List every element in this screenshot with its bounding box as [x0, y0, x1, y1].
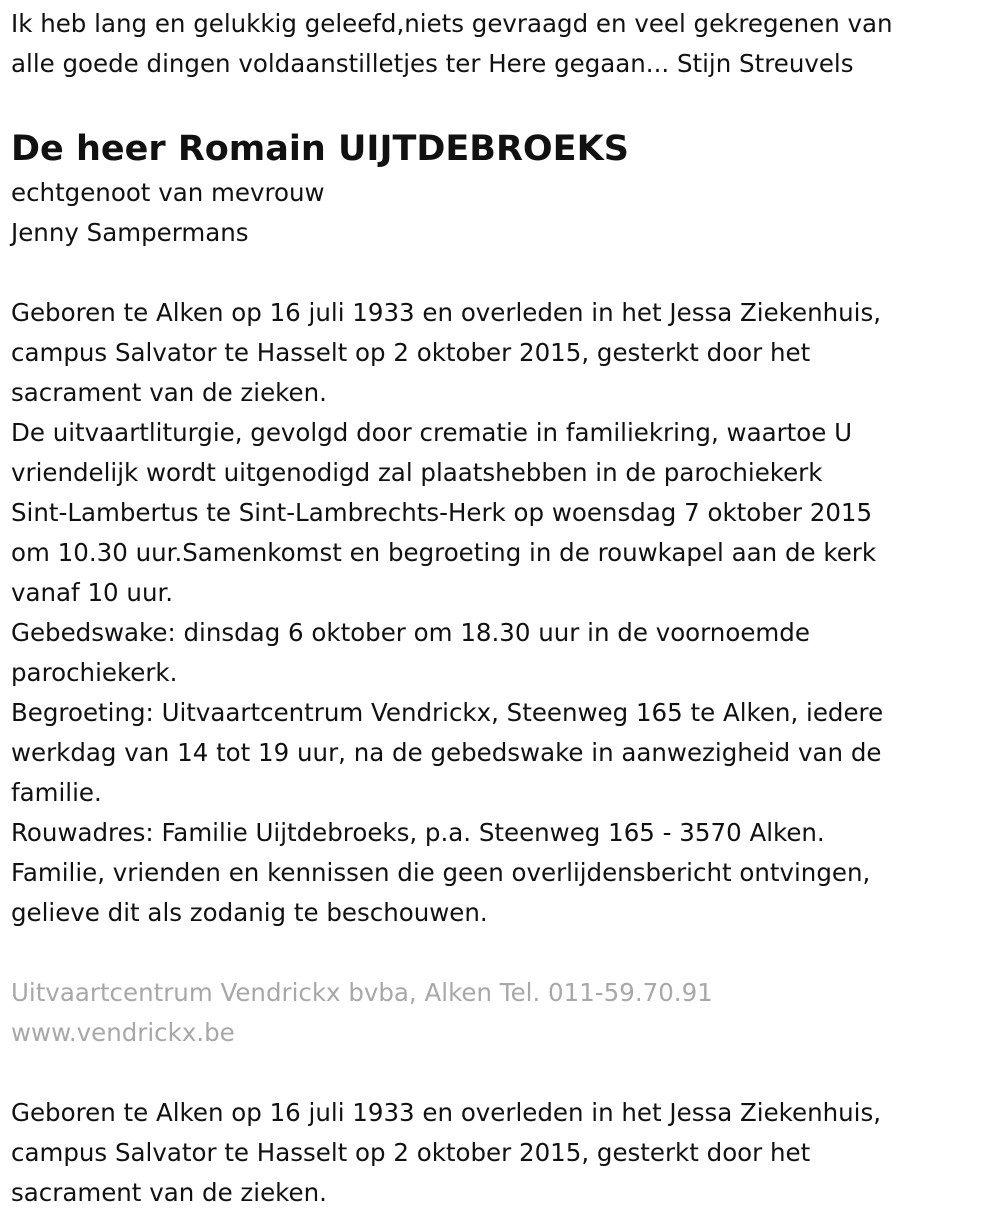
body-line: vriendelijk wordt uitgenodigd zal plaatshebben in de parochiekerk: [11, 458, 823, 487]
repeated-birth-death-block: [11, 1093, 991, 1213]
spouse-line: echtgenoot van mevrouw: [11, 178, 325, 207]
body-line: campus Salvator te Hasselt op 2 oktober 2015, gesterkt door het: [11, 338, 811, 367]
spacer: [11, 1053, 991, 1093]
body-line: gelieve dit als zodanig te beschouwen.: [11, 898, 488, 927]
funeral-home-footer: [11, 973, 991, 1053]
body-line: vanaf 10 uur.: [11, 578, 174, 607]
funeral-home-website: www.vendrickx.be: [11, 1018, 235, 1047]
spouse-line: Jenny Sampermans: [11, 218, 249, 247]
obituary-page: [11, 4, 991, 1213]
body-line: De uitvaartliturgie, gevolgd door crematie in familiekring, waartoe U: [11, 418, 853, 447]
repeat-line: Geboren te Alken op 16 juli 1933 en overleden in het Jessa Ziekenhuis,: [11, 1098, 882, 1127]
body-line: Sint-Lambertus te Sint-Lambrechts-Herk op woensdag 7 oktober 2015: [11, 498, 873, 527]
body-line: Begroeting: Uitvaartcentrum Vendrickx, Steenweg 165 te Alken, iedere: [11, 698, 884, 727]
body-line: werkdag van 14 tot 19 uur, na de gebedswake in aanwezigheid van de: [11, 738, 882, 767]
body-line: Familie, vrienden en kennissen die geen overlijdensbericht ontvingen,: [11, 858, 871, 887]
repeat-line: campus Salvator te Hasselt op 2 oktober 2015, gesterkt door het: [11, 1138, 811, 1167]
deceased-name: De heer Romain UIJTDEBROEKS: [11, 129, 629, 169]
body-line: Gebedswake: dinsdag 6 oktober om 18.30 uur in de voornoemde: [11, 618, 810, 647]
repeat-line: sacrament van de zieken.: [11, 1178, 327, 1207]
body-line: Geboren te Alken op 16 juli 1933 en overleden in het Jessa Ziekenhuis,: [11, 298, 882, 327]
body-line: parochiekerk.: [11, 658, 178, 687]
quote-block: [11, 4, 991, 84]
spouse-block: [11, 173, 991, 253]
body-line: sacrament van de zieken.: [11, 378, 327, 407]
quote-line: Ik heb lang en gelukkig geleefd,niets gevraagd en veel gekregenen van: [11, 9, 893, 38]
body-line: Rouwadres: Familie Uijtdebroeks, p.a. Steenweg 165 - 3570 Alken.: [11, 818, 825, 847]
spacer: [11, 933, 991, 973]
body-line: familie.: [11, 778, 102, 807]
body-line: om 10.30 uur.Samenkomst en begroeting in de rouwkapel aan de kerk: [11, 538, 877, 567]
obituary-body: [11, 293, 991, 933]
quote-line: alle goede dingen voldaanstilletjes ter Here gegaan... Stijn Streuvels: [11, 49, 854, 78]
funeral-home-contact: Uitvaartcentrum Vendrickx bvba, Alken Tel. 011-59.70.91: [11, 978, 713, 1007]
spacer: [11, 253, 991, 293]
